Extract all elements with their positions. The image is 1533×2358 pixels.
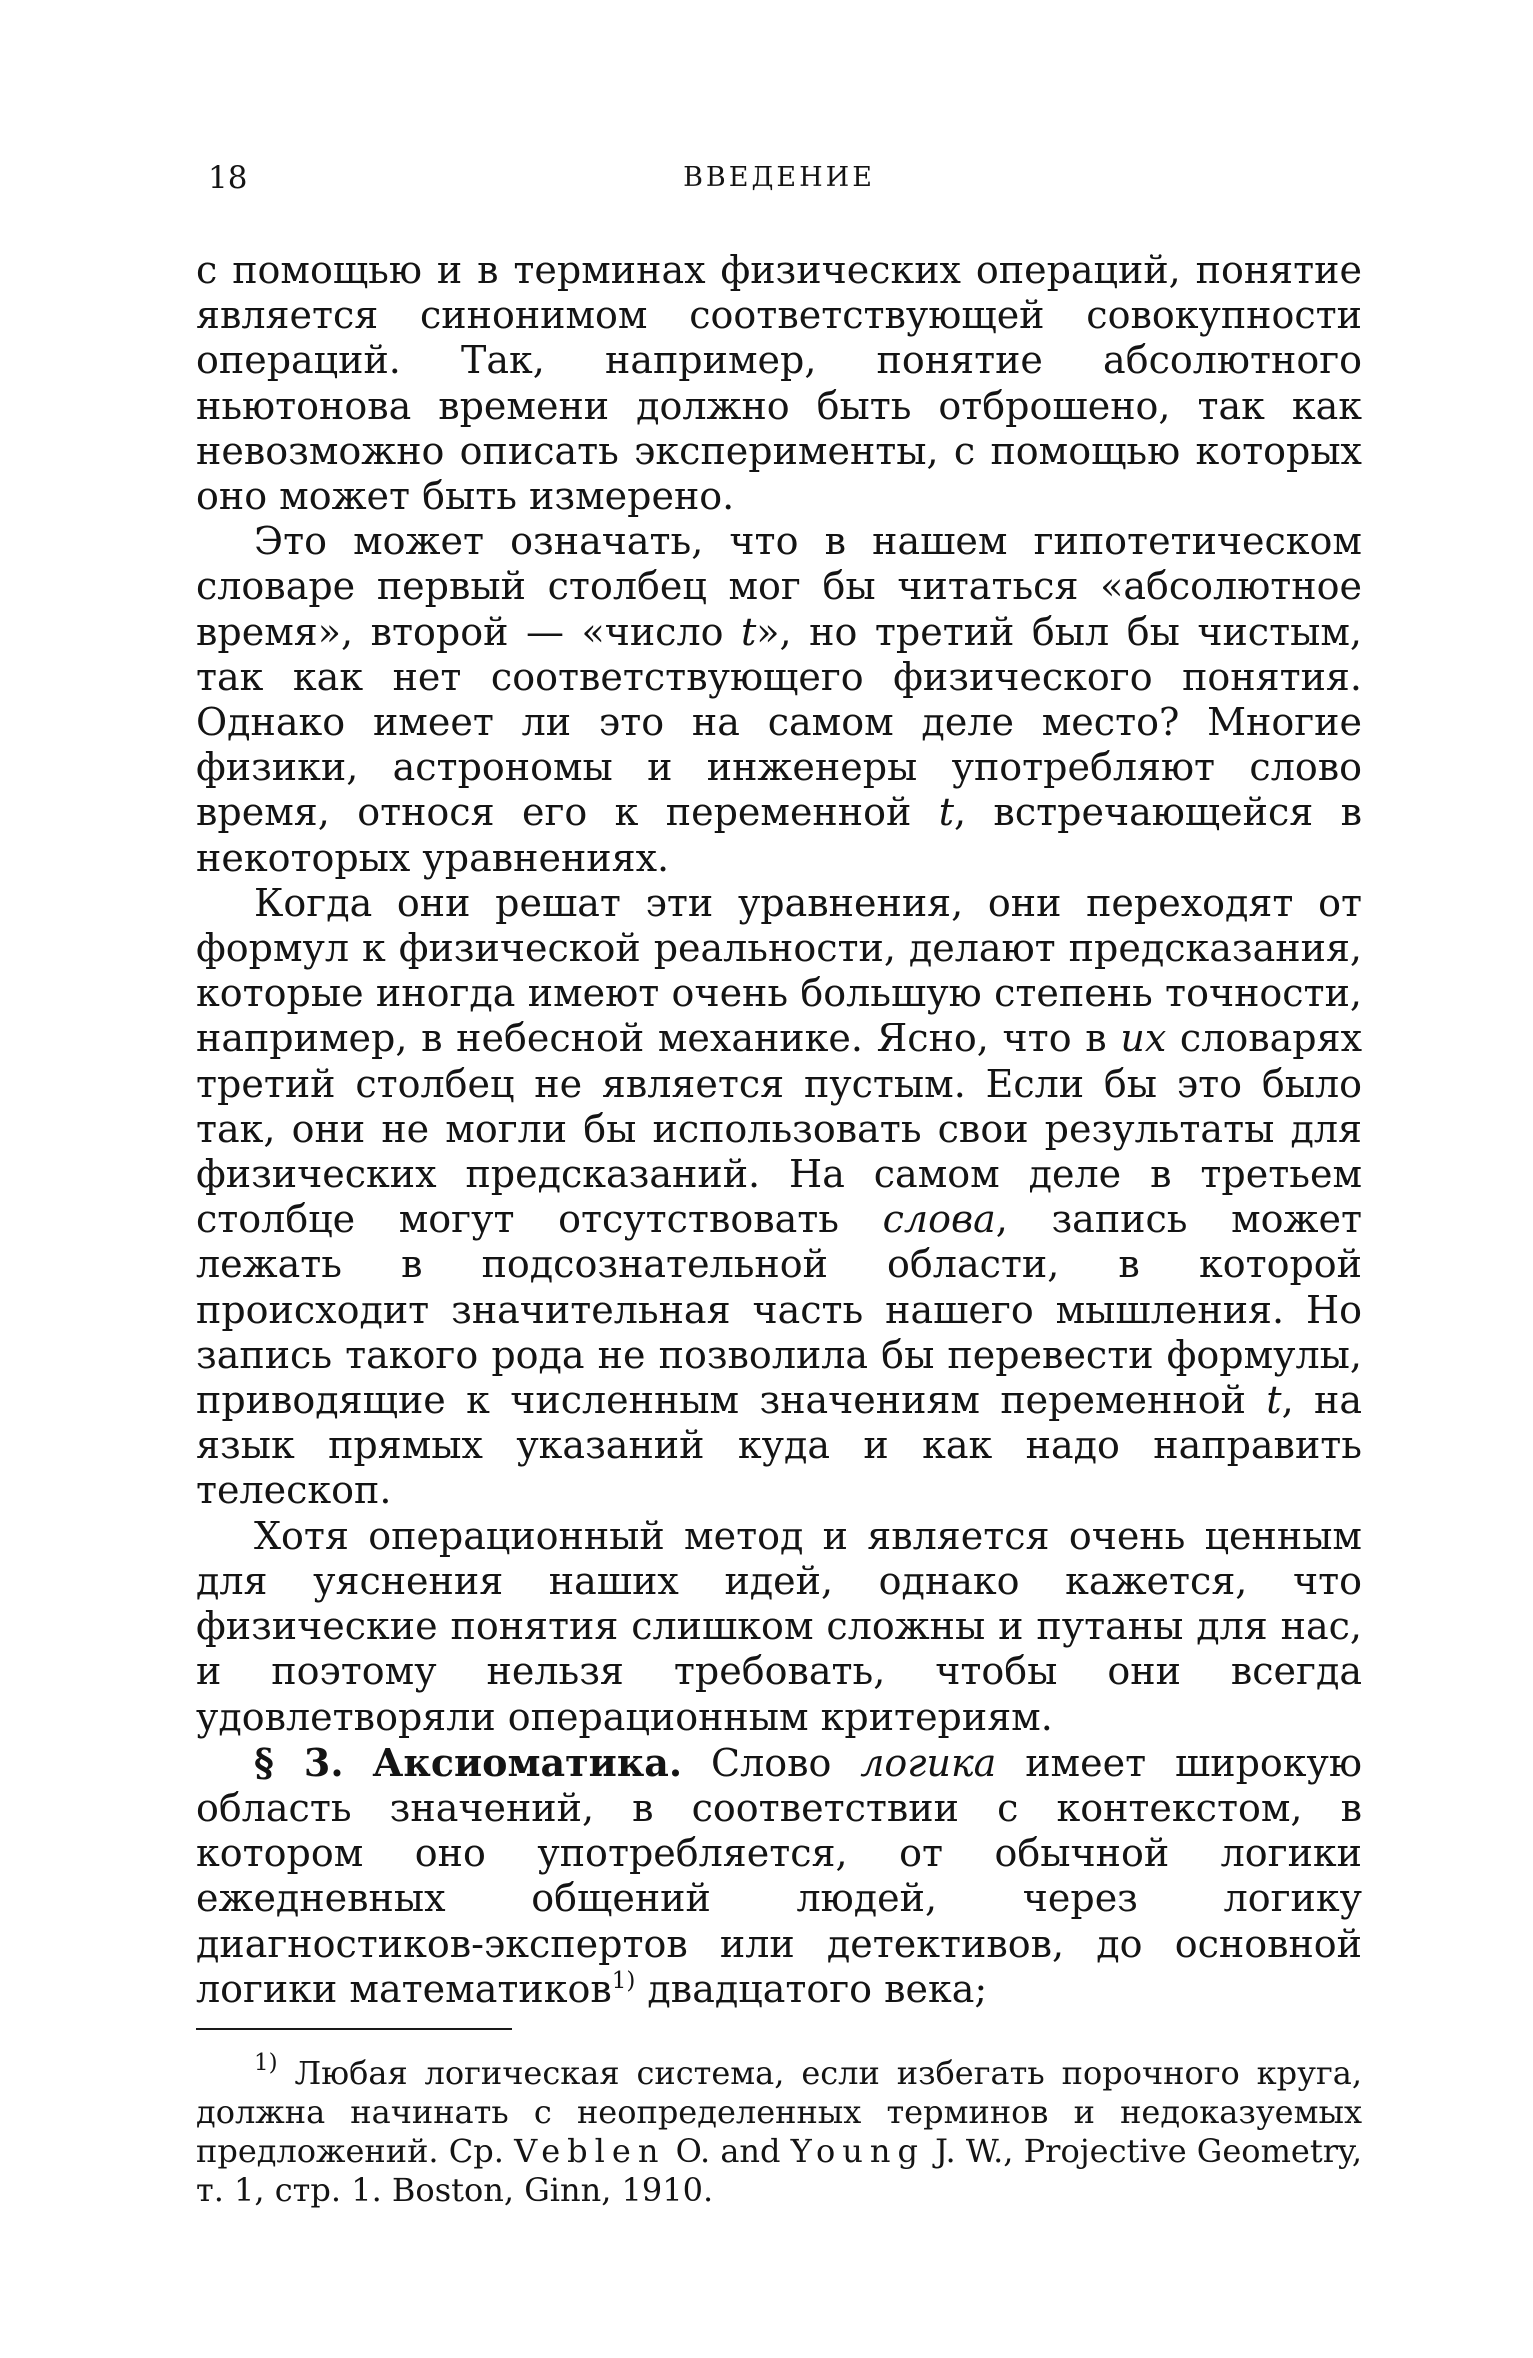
section-text-b: имеет широкую область значений, в соответствии с контекстом, в котором оно употребляется, от обычной логики ежедневных общений людей, через логику диагностиков-экспертов или детективов, до основной логики математиков [196,1740,1362,2011]
footnote-text-c: J. W., Projective Geometry, т. 1, стр. 1. Boston, Ginn, 1910. [196,2131,1362,2209]
emphasis-logika: логика [860,1740,997,1785]
footnote [196,2049,1362,2210]
variable-t: t [938,790,954,835]
footnote-author-young: Young [790,2131,925,2170]
section-title: Аксиоматика. [372,1739,683,1785]
footnote-marker: 1) [254,2049,278,2076]
book-page [196,160,1362,2242]
section-3 [196,1740,1362,2012]
footnote-reference: 1) [611,1967,636,1994]
paragraph-3-text-d: , на язык прямых указаний куда и как надо направить телескоп. [196,1378,1363,1513]
paragraph-2-text-b: », но третий был бы чистым, так как нет соответствующего физического понятия. Однако имеет ли это на самом деле место? Многие физики, астрономы и инженеры употребляют слово время, относя его к переменной [196,609,1362,835]
variable-t: t [741,609,757,654]
section-text-a: Слово [682,1740,861,1785]
paragraph-4-text: Хотя операционный метод и является очень ценным для уяснения наших идей, однако кажется, что физические понятия слишком сложны и путаны для нас, и поэтому нельзя требовать, чтобы они всегда удовлетворяли операционным критериям. [196,1513,1362,1739]
footnote-divider [196,2028,512,2030]
body-text [196,248,1362,2012]
footnote-text-a: Любая логическая система, если избегать порочного круга, должна начинать с неопределенных терминов и недоказуемых предложений. Ср. [196,2053,1362,2170]
paragraph-3-text-c: , запись может лежать в подсознательной области, в которой происходит значительная часть нашего мышления. Но запись такого рода не позволила бы перевести формулы, приводящие к численным значениям переменной [196,1197,1362,1423]
paragraph-1-text: с помощью и в терминах физических операций, понятие является синонимом соответствующей совокупности операций. Так, например, понятие абсолютного ньютонова времени должно быть отброшено, так как невозможно описать эксперименты, с помощью которых оно может быть измерено. [196,248,1362,519]
paragraph-3 [196,881,1362,1514]
running-title: ВВЕДЕНИЕ [683,162,875,193]
paragraph-3-text-a: Когда они решат эти уравнения, они переходят от формул к физической реальности, делают предсказания, которые иногда имеют очень большую степень точности, например, в небесной механике. Ясно, что в [196,880,1362,1061]
emphasis-slova: слова [882,1197,996,1242]
page-number: 18 [208,160,248,196]
running-head [196,160,1362,210]
variable-t: t [1266,1378,1282,1423]
paragraph-2 [196,519,1362,881]
paragraph-2-text-c: , встречающейся в некоторых уравнениях. [196,790,1362,880]
paragraph-2-text-a: Это может означать, что в нашем гипотетическом словаре первый столбец мог бы читаться «абсолютное время», второй — «число [196,519,1362,654]
paragraph-4 [196,1514,1362,1740]
footnote-text-b: O. and [665,2131,791,2170]
paragraph-3-text-b: словарях третий столбец не является пустым. Если бы это было так, они не могли бы использовать свои результаты для физических предсказаний. На самом деле в третьем столбце могут отсутствовать [196,1016,1363,1242]
footnote-author-veblen: Veblen [514,2131,666,2170]
paragraph-1 [196,248,1362,519]
section-number: § 3. [254,1739,344,1785]
section-text-c: двадцатого века; [635,1966,988,2011]
emphasis-ih: их [1120,1016,1167,1061]
